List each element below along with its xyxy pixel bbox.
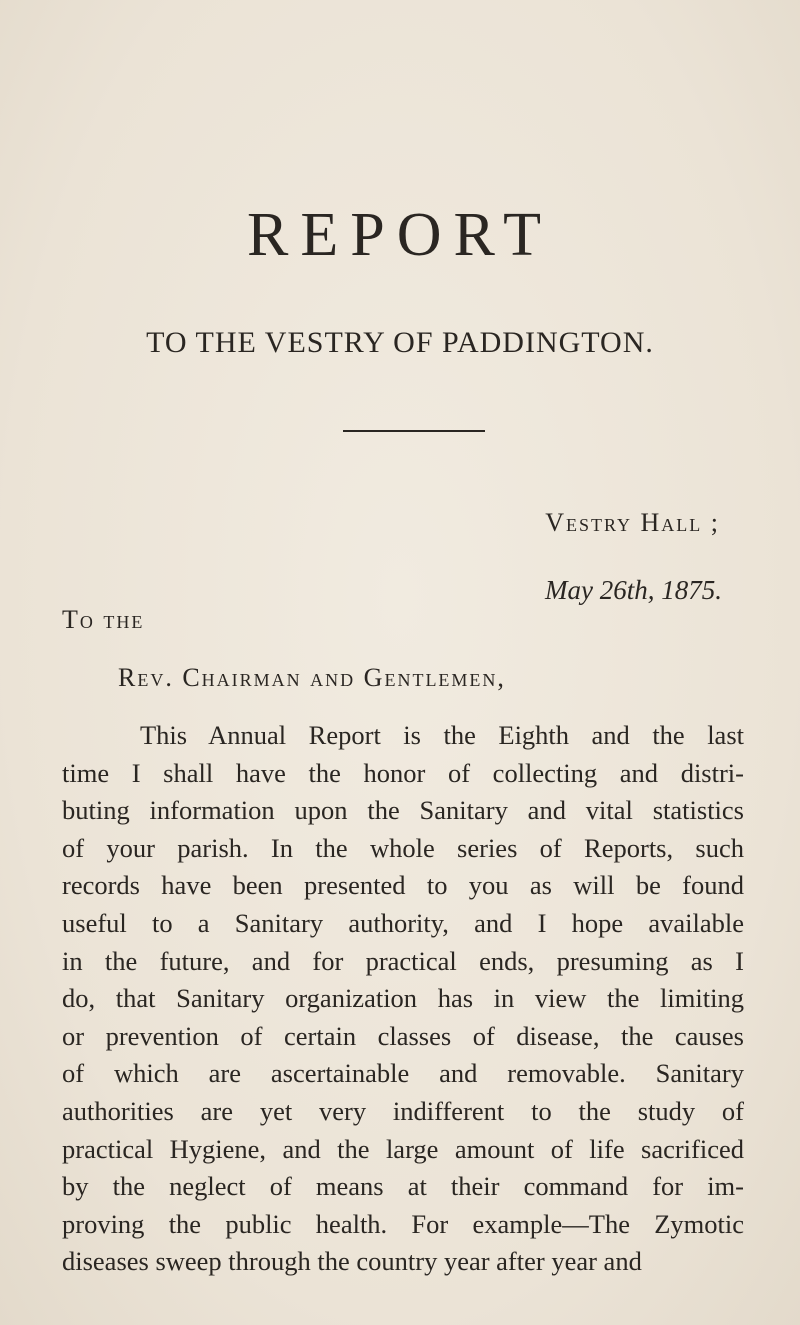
- body-line: by the neglect of means at their command for im-: [62, 1171, 744, 1202]
- date-line: May 26th, 1875.: [545, 575, 722, 605]
- addressee-line: To the: [62, 605, 145, 634]
- body-line: of which are ascertainable and removable. Sanitary: [62, 1058, 744, 1089]
- body-line: time I shall have the honor of collecting and distri-: [62, 757, 744, 788]
- place-line: Vestry Hall ;: [545, 508, 720, 537]
- body-line: This Annual Report is the Eighth and the last: [140, 720, 744, 750]
- body-line: buting information upon the Sanitary and vital statistics: [62, 795, 744, 826]
- body-line: records have been presented to you as will be found: [62, 870, 744, 901]
- divider-rule: [343, 430, 485, 432]
- body-paragraph: [62, 717, 744, 1281]
- body-line: diseases sweep through the country year after year and: [62, 1246, 642, 1277]
- salutation-line: Rev. Chairman and Gentlemen,: [118, 663, 506, 692]
- body-line: practical Hygiene, and the large amount of life sacrificed: [62, 1133, 744, 1164]
- body-line: or prevention of certain classes of disease, the causes: [62, 1020, 744, 1051]
- report-title: REPORT: [247, 201, 553, 269]
- body-line: do, that Sanitary organization has in view the limiting: [62, 983, 744, 1014]
- body-line: authorities are yet very indifferent to the study of: [62, 1095, 744, 1126]
- body-line: proving the public health. For example—The Zymotic: [62, 1208, 744, 1239]
- body-line: of your parish. In the whole series of Reports, such: [62, 832, 744, 863]
- body-line: useful to a Sanitary authority, and I hope available: [62, 907, 744, 938]
- body-line: in the future, and for practical ends, presuming as I: [62, 945, 744, 976]
- report-subtitle: TO THE VESTRY OF PADDINGTON.: [146, 326, 654, 359]
